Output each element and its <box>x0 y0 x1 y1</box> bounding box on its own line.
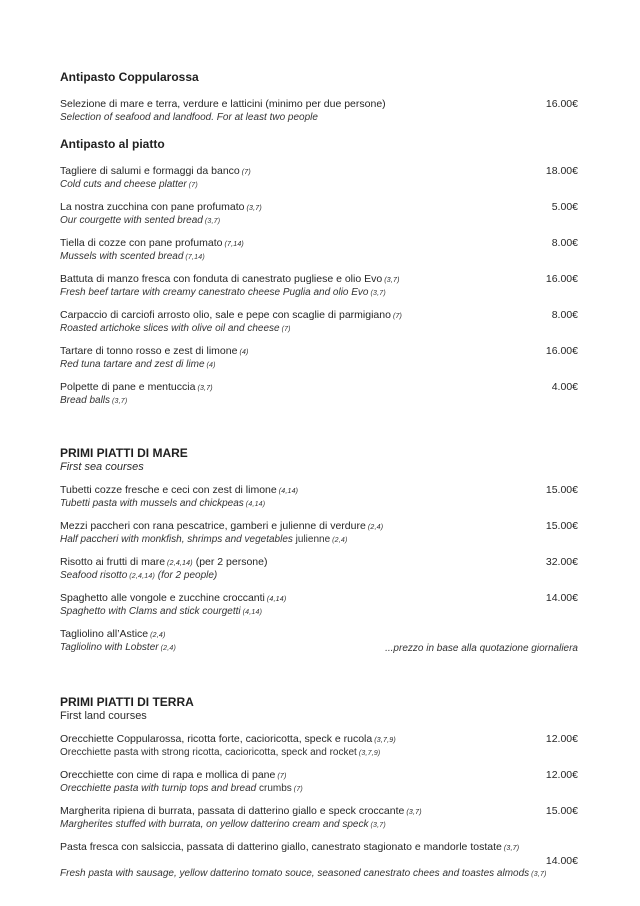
item-name: Tagliolino all’Astice (2,4) <box>60 628 166 640</box>
item-price: 8.00€ <box>551 237 578 249</box>
menu-item <box>60 841 578 881</box>
item-price: 16.00€ <box>545 98 578 110</box>
item-translation: Orecchiette pasta with turnip tops and bread crumbs (7) <box>60 783 303 794</box>
item-name: Selezione di mare e terra, verdure e latticini (minimo per due persone) <box>60 98 386 110</box>
section-antipasto-al-piatto <box>60 138 578 408</box>
item-price: 14.00€ <box>545 855 578 867</box>
item-name: Tartare di tonno rosso e zest di limone (4) <box>60 345 249 357</box>
item-price: 15.00€ <box>545 805 578 817</box>
allergen-codes: (7) <box>392 313 403 320</box>
item-translation-suffix: (for 2 people) <box>155 570 218 581</box>
item-translation: Tubetti pasta with mussels and chickpeas (4,14) <box>60 498 266 509</box>
item-translation: Selection of seafood and landfood. For at least two people <box>60 112 318 123</box>
allergen-codes: (3,7) <box>204 218 221 225</box>
item-translation: Tagliolino with Lobster (2,4) <box>60 642 176 653</box>
item-translation: Red tuna tartare and zest di lime (4) <box>60 359 216 370</box>
item-price: 4.00€ <box>551 381 578 393</box>
item-translation: Fresh pasta with sausage, yellow datterino tomato souce, seasoned canestrato chees and toastes almods (3,7) <box>60 868 547 879</box>
allergen-codes: (3,7) <box>370 822 386 829</box>
item-translation: Orecchiette pasta with strong ricotta, cacioricotta, speck and rocket (3,7,9) <box>60 747 381 758</box>
allergen-codes: (7) <box>293 786 303 793</box>
item-name: Tiella di cozze con pane profumato (7,14) <box>60 237 244 249</box>
menu-item <box>60 520 578 547</box>
item-name: Polpette di pane e mentuccia (3,7) <box>60 381 213 393</box>
allergen-codes: (4,14) <box>242 609 263 616</box>
item-name: Mezzi paccheri con rana pescatrice, gamberi e julienne di verdure (2,4) <box>60 520 384 532</box>
allergen-codes: (4,14) <box>245 501 266 508</box>
allergen-codes: (3,7) <box>384 277 400 284</box>
allergen-codes: (2,4) <box>160 645 176 652</box>
allergen-codes: (2,4,14) <box>167 560 193 567</box>
section-title: PRIMI PIATTI DI MARE <box>60 446 188 460</box>
item-name: Orecchiette Coppularossa, ricotta forte, cacioricotta, speck e rucola (3,7,9) <box>60 733 396 745</box>
item-translation: Fresh beef tartare with creamy canestrato cheese Puglia and olio Evo (3,7) <box>60 287 386 298</box>
menu-item <box>60 484 578 511</box>
allergen-codes: (7) <box>277 773 287 780</box>
allergen-codes: (3,7) <box>503 845 520 852</box>
item-translation: Cold cuts and cheese platter (7) <box>60 179 198 190</box>
item-price: 16.00€ <box>545 273 578 285</box>
section-primi-piatti-di-terra <box>60 696 578 881</box>
allergen-codes: (3,7,9) <box>358 750 381 757</box>
menu-item <box>60 381 578 408</box>
menu-item <box>60 628 578 655</box>
menu-item <box>60 237 578 264</box>
allergen-codes: (3,7) <box>246 205 262 212</box>
item-name: Battuta di manzo fresca con fonduta di canestrato pugliese e olio Evo (3,7) <box>60 273 400 285</box>
item-price: 14.00€ <box>545 592 578 604</box>
section-title: Antipasto Coppularossa <box>60 70 199 84</box>
menu-item <box>60 769 578 796</box>
item-name: La nostra zucchina con pane profumato (3,7) <box>60 201 262 213</box>
menu-item <box>60 733 578 760</box>
item-name: Carpaccio di carciofi arrosto olio, sale e pepe con scaglie di parmigiano (7) <box>60 309 403 321</box>
allergen-codes: (2,4) <box>150 632 166 639</box>
item-price: 15.00€ <box>545 520 578 532</box>
item-price: 15.00€ <box>545 484 578 496</box>
section-subtitle: First land courses <box>60 710 147 722</box>
item-price: 18.00€ <box>545 165 578 177</box>
allergen-codes: (3,7) <box>406 809 422 816</box>
item-name: Tagliere di salumi e formaggi da banco (7) <box>60 165 251 177</box>
allergen-codes: (7,14) <box>185 254 205 261</box>
allergen-codes: (3,7) <box>112 398 128 405</box>
section-primi-piatti-di-mare <box>60 447 578 655</box>
allergen-codes: (2,4,14) <box>129 573 155 580</box>
allergen-codes: (3,7) <box>531 871 547 878</box>
item-name: Tubetti cozze fresche e ceci con zest di limone (4,14) <box>60 484 299 496</box>
menu-item <box>60 165 578 192</box>
menu-item <box>60 309 578 336</box>
allergen-codes: (3,7) <box>197 385 213 392</box>
allergen-codes: (4,14) <box>266 596 287 603</box>
item-translation: Our courgette with sented bread (3,7) <box>60 215 221 226</box>
item-price: 12.00€ <box>545 769 578 781</box>
item-name: Pasta fresca con salsiccia, passata di datterino giallo, canestrato stagionato e mandorle tostate (3,7) <box>60 841 520 853</box>
allergen-codes: (2,4) <box>367 524 384 531</box>
menu-item <box>60 592 578 619</box>
menu-item <box>60 273 578 300</box>
item-translation: Seafood risotto (2,4,14) (for 2 people) <box>60 570 218 581</box>
item-translation: Bread balls (3,7) <box>60 395 128 406</box>
allergen-codes: (4) <box>239 349 249 356</box>
item-name-suffix: (per 2 persone) <box>192 556 268 568</box>
section-subtitle: First sea courses <box>60 461 144 473</box>
section-antipasto-coppularossa <box>60 71 578 125</box>
item-price: 12.00€ <box>545 733 578 745</box>
item-price: 16.00€ <box>545 345 578 357</box>
item-name: Orecchiette con cime di rapa e mollica di pane (7) <box>60 769 287 781</box>
section-title: Antipasto al piatto <box>60 137 165 151</box>
allergen-codes: (4,14) <box>278 488 299 495</box>
menu-item <box>60 805 578 832</box>
item-translation: Half paccheri with monkfish, shrimps and vegetables julienne (2,4) <box>60 534 348 545</box>
menu-item <box>60 556 578 583</box>
allergen-codes: (7,14) <box>224 241 244 248</box>
item-name: Spaghetto alle vongole e zucchine croccanti (4,14) <box>60 592 287 604</box>
item-translation: Mussels with scented bread (7,14) <box>60 251 205 262</box>
allergen-codes: (7) <box>241 169 251 176</box>
item-name: Margherita ripiena di burrata, passata di datterino giallo e speck croccante (3,7) <box>60 805 422 817</box>
menu-item <box>60 345 578 372</box>
item-price: 32.00€ <box>545 556 578 568</box>
menu-item <box>60 201 578 228</box>
allergen-codes: (7) <box>188 182 198 189</box>
daily-price-note: ...prezzo in base alla quotazione giornaliera <box>385 643 578 654</box>
allergen-codes: (4) <box>206 362 216 369</box>
item-translation: Margherites stuffed with burrata, on yellow datterino cream and speck (3,7) <box>60 819 386 830</box>
allergen-codes: (3,7) <box>370 290 386 297</box>
menu-item <box>60 98 578 125</box>
item-name: Risotto ai frutti di mare (2,4,14) (per 2 persone) <box>60 556 268 568</box>
allergen-codes: (7) <box>281 326 291 333</box>
item-translation: Roasted artichoke slices with olive oil and cheese (7) <box>60 323 291 334</box>
item-translation: Spaghetto with Clams and stick courgetti (4,14) <box>60 606 263 617</box>
allergen-codes: (2,4) <box>332 537 348 544</box>
allergen-codes: (3,7,9) <box>374 737 396 744</box>
section-title: PRIMI PIATTI DI TERRA <box>60 695 194 709</box>
item-price: 5.00€ <box>551 201 578 213</box>
item-price: 8.00€ <box>551 309 578 321</box>
